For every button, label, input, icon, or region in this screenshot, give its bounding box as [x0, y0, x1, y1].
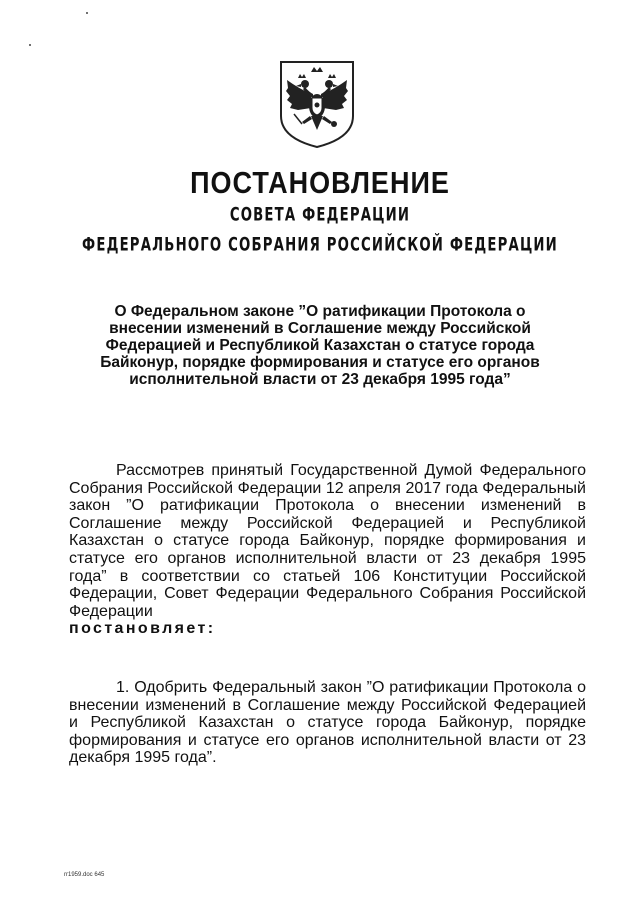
scan-speck — [29, 44, 31, 46]
document-subject: О Федеральном законе ”О ратификации Протокола о внесении изменений в Соглашение между Российской Федерацией и Республикой Казахстан о статусе города Байконур, порядке формирования и статусе его органов исполнительной власти от 23 декабря 1995 года” — [100, 303, 540, 388]
issuer-line-1: СОВЕТА ФЕДЕРАЦИИ — [229, 203, 411, 227]
resolves-word: постановляет: — [69, 620, 216, 638]
scan-speck — [86, 12, 88, 14]
preamble-text: Рассмотрев принятый Государственной Думой Федерального Собрания Российской Федерации 12 апреля 2017 года Федеральный закон ”О ратификации Протокола о внесении изменений в Соглашение между Российской Федерацией и Республикой Казахстан о статусе города Байконур, порядке формирования и статусе его органов исполнительной власти от 23 декабря 1995 года” в соответствии со статьей 106 Конституции Российской Федерации, Совет Федерации Федерального Собрания Российской Федерации — [69, 462, 586, 620]
double-headed-eagle-icon — [278, 58, 356, 150]
resolution-item-1: 1. Одобрить Федеральный закон ”О ратификации Протокола о внесении изменений в Соглашение между Российской Федерацией и Республикой Казахстан о статусе города Байконур, порядке формирования и статусе его органов исполнительной власти от 23 декабря 1995 года”. — [69, 679, 586, 767]
document-title: ПОСТАНОВЛЕНИЕ — [190, 166, 450, 200]
issuer-line-2: ФЕДЕРАЛЬНОГО СОБРАНИЯ РОССИЙСКОЙ ФЕДЕРАЦИИ — [82, 233, 558, 257]
preamble-paragraph — [69, 462, 586, 638]
file-reference: rr1959.doc 645 — [64, 872, 105, 878]
